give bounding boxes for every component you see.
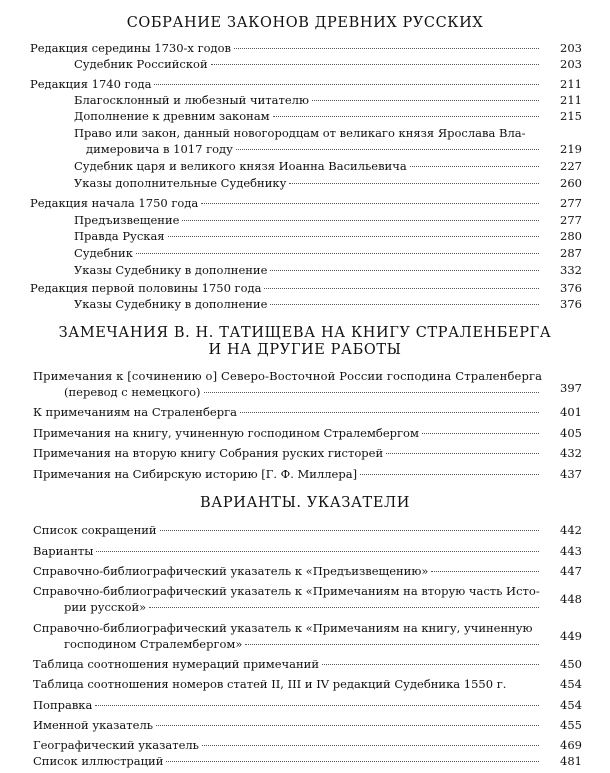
toc-entry: Справочно-библиографический указатель к «Предъизвещению» — [33, 563, 542, 579]
toc-entry-line1: Право или закон, данный новогородцам от великаго князя Ярослава Вла- — [74, 126, 526, 140]
page-number: 454 — [560, 677, 582, 691]
page-number: 203 — [560, 57, 582, 71]
section-heading-laws: СОБРАНИЕ ЗАКОНОВ ДРЕВНИХ РУССКИХ — [126, 15, 484, 31]
page-number: 287 — [560, 246, 582, 260]
toc-entry: Список иллюстраций — [33, 753, 542, 769]
page-number: 215 — [560, 109, 582, 123]
toc-entry: Примечания на книгу, учиненную господином Стралембергом — [33, 425, 542, 441]
page-number: 455 — [560, 718, 582, 732]
page-number: 442 — [560, 523, 582, 537]
toc-entry: Судебник — [74, 245, 542, 261]
section-heading-remarks-line1: ЗАМЕЧАНИЯ В. Н. ТАТИЩЕВА НА КНИГУ СТРАЛЕНБЕРГА — [58, 325, 552, 341]
page-number: 481 — [560, 754, 582, 768]
page-number: 397 — [560, 381, 582, 395]
page-number: 211 — [560, 77, 582, 91]
toc-entry: Редакция первой половины 1750 года — [30, 280, 542, 296]
page-number: 280 — [560, 229, 582, 243]
page-number: 469 — [560, 738, 582, 752]
page-number: 449 — [560, 629, 582, 643]
toc-entry: Список сокращений — [33, 522, 542, 538]
page-number: 401 — [560, 405, 582, 419]
page-number: 432 — [560, 446, 582, 460]
toc-entry: Указы дополнительные Судебнику — [74, 175, 542, 191]
toc-entry: Судебник царя и великого князя Иоанна Васильевича — [74, 158, 542, 174]
toc-entry: Именной указатель — [33, 717, 542, 733]
toc-entry: Варианты — [33, 543, 542, 559]
toc-entry: Географический указатель — [33, 737, 542, 753]
toc-entry: Таблица соотношения нумераций примечаний — [33, 656, 542, 672]
section-heading-variants: ВАРИАНТЫ. УКАЗАТЕЛИ — [200, 495, 410, 511]
page-number: 454 — [560, 698, 582, 712]
toc-entry-line1: Справочно-библиографический указатель к «Примечаниям на книгу, учиненную — [33, 621, 533, 635]
page-number: 405 — [560, 426, 582, 440]
toc-entry: Примечания на Сибирскую историю [Г. Ф. Миллера] — [33, 466, 542, 482]
page-number: 219 — [560, 142, 582, 156]
toc-entry: Редакция начала 1750 года — [30, 195, 542, 211]
page-number: 447 — [560, 564, 582, 578]
page-number: 260 — [560, 176, 582, 190]
toc-entry-line1: Справочно-библиографический указатель к «Примечаниям на вторую часть Исто- — [33, 584, 540, 598]
toc-entry: Редакция 1740 года — [30, 76, 542, 92]
page-number: 443 — [560, 544, 582, 558]
page-number: 203 — [560, 41, 582, 55]
page-number: 332 — [560, 263, 582, 277]
toc-entry: К примечаниям на Страленберга — [33, 404, 542, 420]
toc-entry: Таблица соотношения номеров статей II, III и IV редакций Судебника 1550 г. — [33, 677, 507, 691]
page-number: 277 — [560, 196, 582, 210]
page-number: 376 — [560, 281, 582, 295]
page-number: 211 — [560, 93, 582, 107]
toc-entry: Дополнение к древним законам — [74, 108, 542, 124]
page-number: 376 — [560, 297, 582, 311]
toc-entry: рии русской» — [64, 599, 542, 615]
section-heading-remarks-line2: И НА ДРУГИЕ РАБОТЫ — [208, 342, 402, 358]
page-number: 448 — [560, 592, 582, 606]
toc-entry: Редакция середины 1730-х годов — [30, 40, 542, 56]
page-number: 277 — [560, 213, 582, 227]
toc-entry: Указы Судебнику в дополнение — [74, 296, 542, 312]
toc-entry: Примечания на вторую книгу Собрания руских гисторей — [33, 445, 542, 461]
toc-entry: Указы Судебнику в дополнение — [74, 262, 542, 278]
toc-entry: Предъизвещение — [74, 212, 542, 228]
toc-entry: Правда Руская — [74, 228, 542, 244]
toc-entry: димеровича в 1017 году — [86, 141, 542, 157]
toc-entry: Судебник Российской — [74, 56, 542, 72]
page-number: 437 — [560, 467, 582, 481]
page-number: 227 — [560, 159, 582, 173]
toc-entry: (перевод с немецкого) — [64, 384, 542, 400]
toc-entry: Поправка — [33, 697, 542, 713]
toc-entry: Благосклонный и любезный читателю — [74, 92, 542, 108]
page-number: 450 — [560, 657, 582, 671]
toc-entry: господином Стралембергом» — [64, 636, 542, 652]
toc-entry-line1: Примечания к [сочинению о] Северо-Восточной России господина Страленберга — [33, 369, 543, 383]
